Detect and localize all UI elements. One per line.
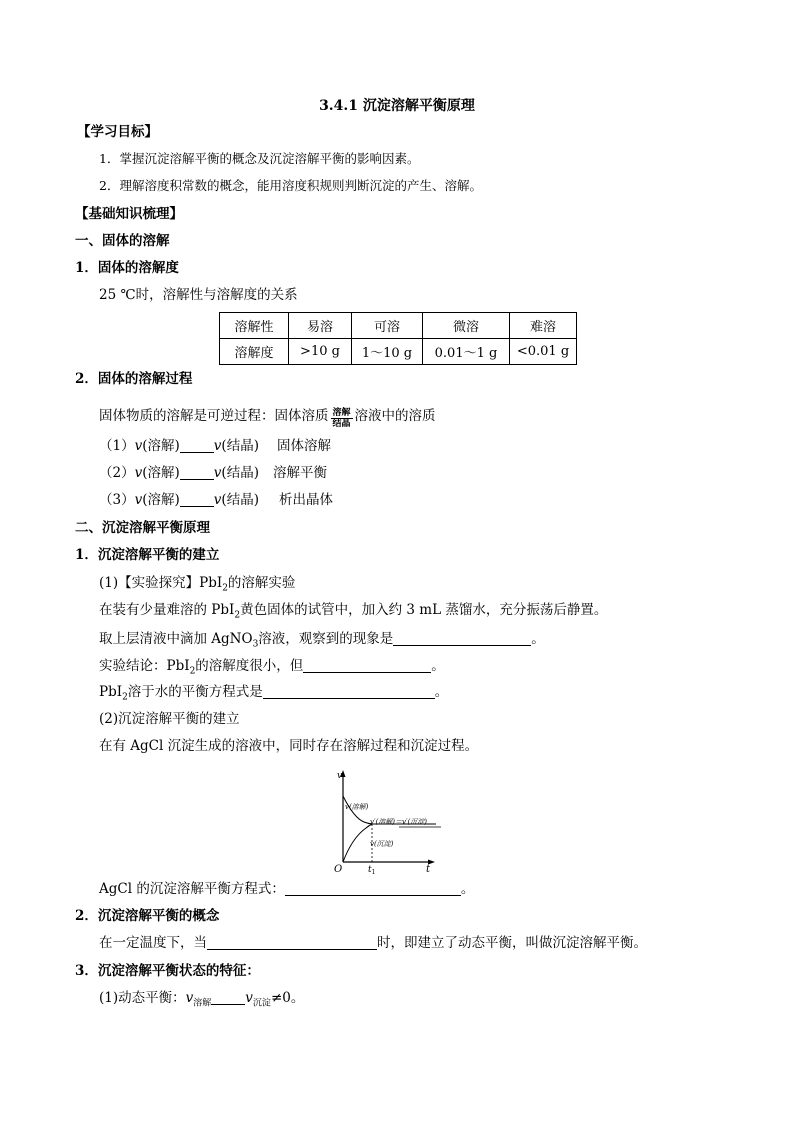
case-label: (结晶) [221,465,259,481]
reversible-arrow [331,408,353,429]
text: 的溶解度很小，但 [195,658,304,674]
var-v: v [134,438,143,454]
var-v: v [185,990,194,1006]
text: 。 [431,658,445,674]
subheading-dissolution-process: 2．固体的溶解过程 [75,371,193,387]
agcl-equation-blank[interactable] [285,881,461,896]
subheading-solubility: 1．固体的溶解度 [75,260,179,276]
text: 取上层清液中滴加 AgNO [99,631,253,647]
equal-rate-label: v′(溶解)＝v′(沉淀) [370,818,428,826]
process-text-before: 固体物质的溶解是可逆过程：固体溶质 [99,408,329,424]
text: 的溶解实验 [227,575,296,591]
t1-label: $t_1$ [368,865,376,874]
case-result: 固体溶解 [276,438,331,454]
equation-blank[interactable] [263,684,435,699]
subscript: 沉淀 [252,998,271,1009]
var-v: v [213,465,222,481]
case-3 [99,491,333,509]
dissolve-label: v(溶解) [345,803,369,811]
precip-curve [343,824,372,862]
subheading-concept: 2．沉淀溶解平衡的概念 [75,908,220,924]
case-num: （1） [99,438,135,454]
section-2-heading: 二、沉淀溶解平衡原理 [75,520,210,536]
var-v: v [245,990,253,1006]
table-row [220,339,577,365]
table-cell: 易溶 [289,313,352,339]
concept-text [99,934,647,952]
case-1 [99,437,331,455]
text: 在装有少量难溶的 PbI [99,602,235,618]
feature-1 [99,989,304,1013]
subscript: 2 [234,610,241,621]
fill-blank[interactable] [180,492,214,507]
text: 溶液，观察到的现象是 [258,631,394,647]
section-1-heading: 一、固体的溶解 [75,233,170,249]
experiment-line-2 [99,630,545,654]
text: ≠0。 [270,990,305,1006]
table-cell: 微溶 [423,313,510,339]
process-text-after: 溶液中的溶质 [354,408,436,424]
subheading-features: 3．沉淀溶解平衡状态的特征： [75,963,260,979]
text: 实验结论：PbI [99,658,190,674]
origin-label: O [334,864,343,874]
table-row [220,313,577,339]
case-label: (溶解) [142,492,180,508]
table-cell: <0.01 g [510,339,577,365]
objectives-heading: 【学习目标】 [77,124,158,140]
phenomenon-blank[interactable] [393,631,531,646]
feature-blank[interactable] [211,990,245,1005]
text: 在一定温度下，当 [99,935,207,951]
case-result: 析出晶体 [278,492,333,508]
rate-time-graph [328,766,448,874]
case-label: (溶解) [142,465,180,481]
table-cell: 1～10 g [352,339,423,365]
table-cell: 0.01～1 g [423,339,510,365]
establishment-text: 在有 AgCl 沉淀生成的溶液中，同时存在溶解过程和沉淀过程。 [99,738,479,754]
experiment-line-1 [99,601,607,625]
fill-blank[interactable] [180,465,214,480]
page-title: 3.4.1 沉淀溶解平衡原理 [319,98,475,114]
x-axis-label: t [426,864,431,874]
text: AgCl 的沉淀溶解平衡方程式： [99,881,285,897]
subheading-equilibrium-establishment: 1．沉淀溶解平衡的建立 [75,547,220,563]
concept-blank[interactable] [207,935,377,950]
arrow-bottom-label: 结晶 [332,419,351,429]
text: 时，即建立了动态平衡，叫做沉淀溶解平衡。 [377,935,647,951]
text: 溶于水的平衡方程式是 [127,684,263,700]
case-label: (溶解) [142,438,180,454]
case-label: (结晶) [221,492,259,508]
table-cell: 溶解性 [220,313,289,339]
text: (1)动态平衡： [99,990,186,1006]
objective-item-2: 2．理解溶度积常数的概念，能用溶度积规则判断沉淀的产生、溶解。 [99,178,482,193]
text: 。 [434,684,449,700]
y-axis-label: v [337,771,343,781]
establishment-title: (2)沉淀溶解平衡的建立 [99,711,240,727]
conclusion-blank[interactable] [303,658,431,673]
case-label: (结晶) [221,438,259,454]
precip-label: v(沉淀) [370,840,394,848]
var-v: v [134,465,143,481]
text: (1)【实验探究】PbI [99,575,223,591]
dissolution-process-text [99,407,436,429]
subscript: 3 [252,639,259,650]
objective-item-1: 1．掌握沉淀溶解平衡的概念及沉淀溶解平衡的影响因素。 [99,151,420,166]
case-result: 溶解平衡 [272,465,327,481]
table-cell: 可溶 [352,313,423,339]
subscript: 2 [122,692,128,703]
subscript: 溶解 [193,998,212,1009]
var-v: v [213,438,222,454]
solubility-table [219,312,577,365]
text: 。 [460,881,475,897]
experiment-conclusion [99,657,445,681]
var-v: v [134,492,143,508]
text: 黄色固体的试管中，加入约 3 mL 蒸馏水，充分振荡后静置。 [240,602,608,618]
table-cell: >10 g [289,339,352,365]
case-num: （3） [99,492,135,508]
subscript: 2 [189,666,196,677]
arrow-top-label: 溶解 [332,408,351,418]
basics-heading: 【基础知识梳理】 [75,206,183,222]
table-cell: 难溶 [510,313,577,339]
solubility-intro: 25 ℃时，溶解性与溶解度的关系 [99,287,298,303]
agcl-equation-line [99,880,474,898]
experiment-title [99,574,295,598]
pbi2-equation-line [99,683,448,707]
text: PbI [99,684,123,700]
subscript: 2 [222,583,228,594]
var-v: v [213,492,222,508]
table-cell: 溶解度 [220,339,289,365]
fill-blank[interactable] [180,438,214,453]
case-2 [99,464,327,482]
case-num: （2） [99,465,135,481]
text: 。 [531,631,545,647]
